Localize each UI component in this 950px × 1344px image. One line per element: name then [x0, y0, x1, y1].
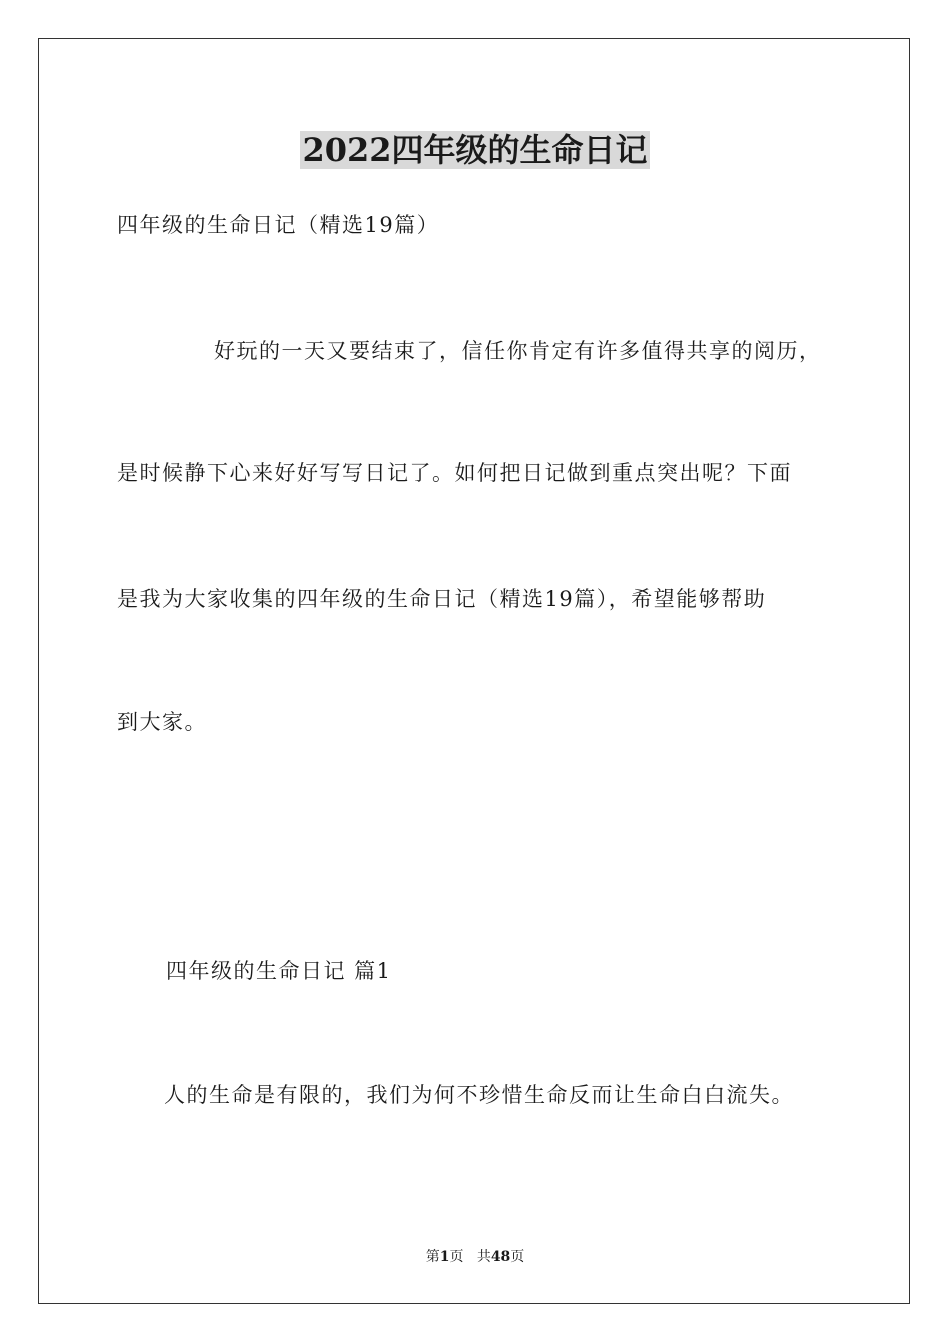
intro-paragraph-line-2: 是时候静下心来好好写写日记了。如何把日记做到重点突出呢？下面: [117, 461, 792, 485]
footer-total-suffix: 页: [510, 1249, 525, 1265]
document-title-text: 2022四年级的生命日记: [302, 131, 648, 169]
intro-paragraph-line-1: 好玩的一天又要结束了，信任你肯定有许多值得共享的阅历，: [214, 339, 822, 363]
page-footer: [0, 1247, 950, 1267]
footer-total-prefix: 共: [476, 1249, 491, 1265]
footer-page-number: 1: [439, 1249, 450, 1265]
footer-page-suffix: 页: [449, 1249, 464, 1265]
section-paragraph: 人的生命是有限的，我们为何不珍惜生命反而让生命白白流失。: [164, 1083, 794, 1107]
document-subtitle: 四年级的生命日记（精选19篇）: [117, 213, 440, 237]
section-heading: 四年级的生命日记 篇1: [166, 959, 392, 983]
intro-paragraph-line-4: 到大家。: [117, 710, 207, 734]
footer-total-pages: 48: [490, 1249, 511, 1265]
footer-page-prefix: 第: [425, 1249, 440, 1265]
intro-paragraph-line-3: 是我为大家收集的四年级的生命日记（精选19篇），希望能够帮助: [117, 587, 767, 611]
document-title: [0, 126, 950, 174]
